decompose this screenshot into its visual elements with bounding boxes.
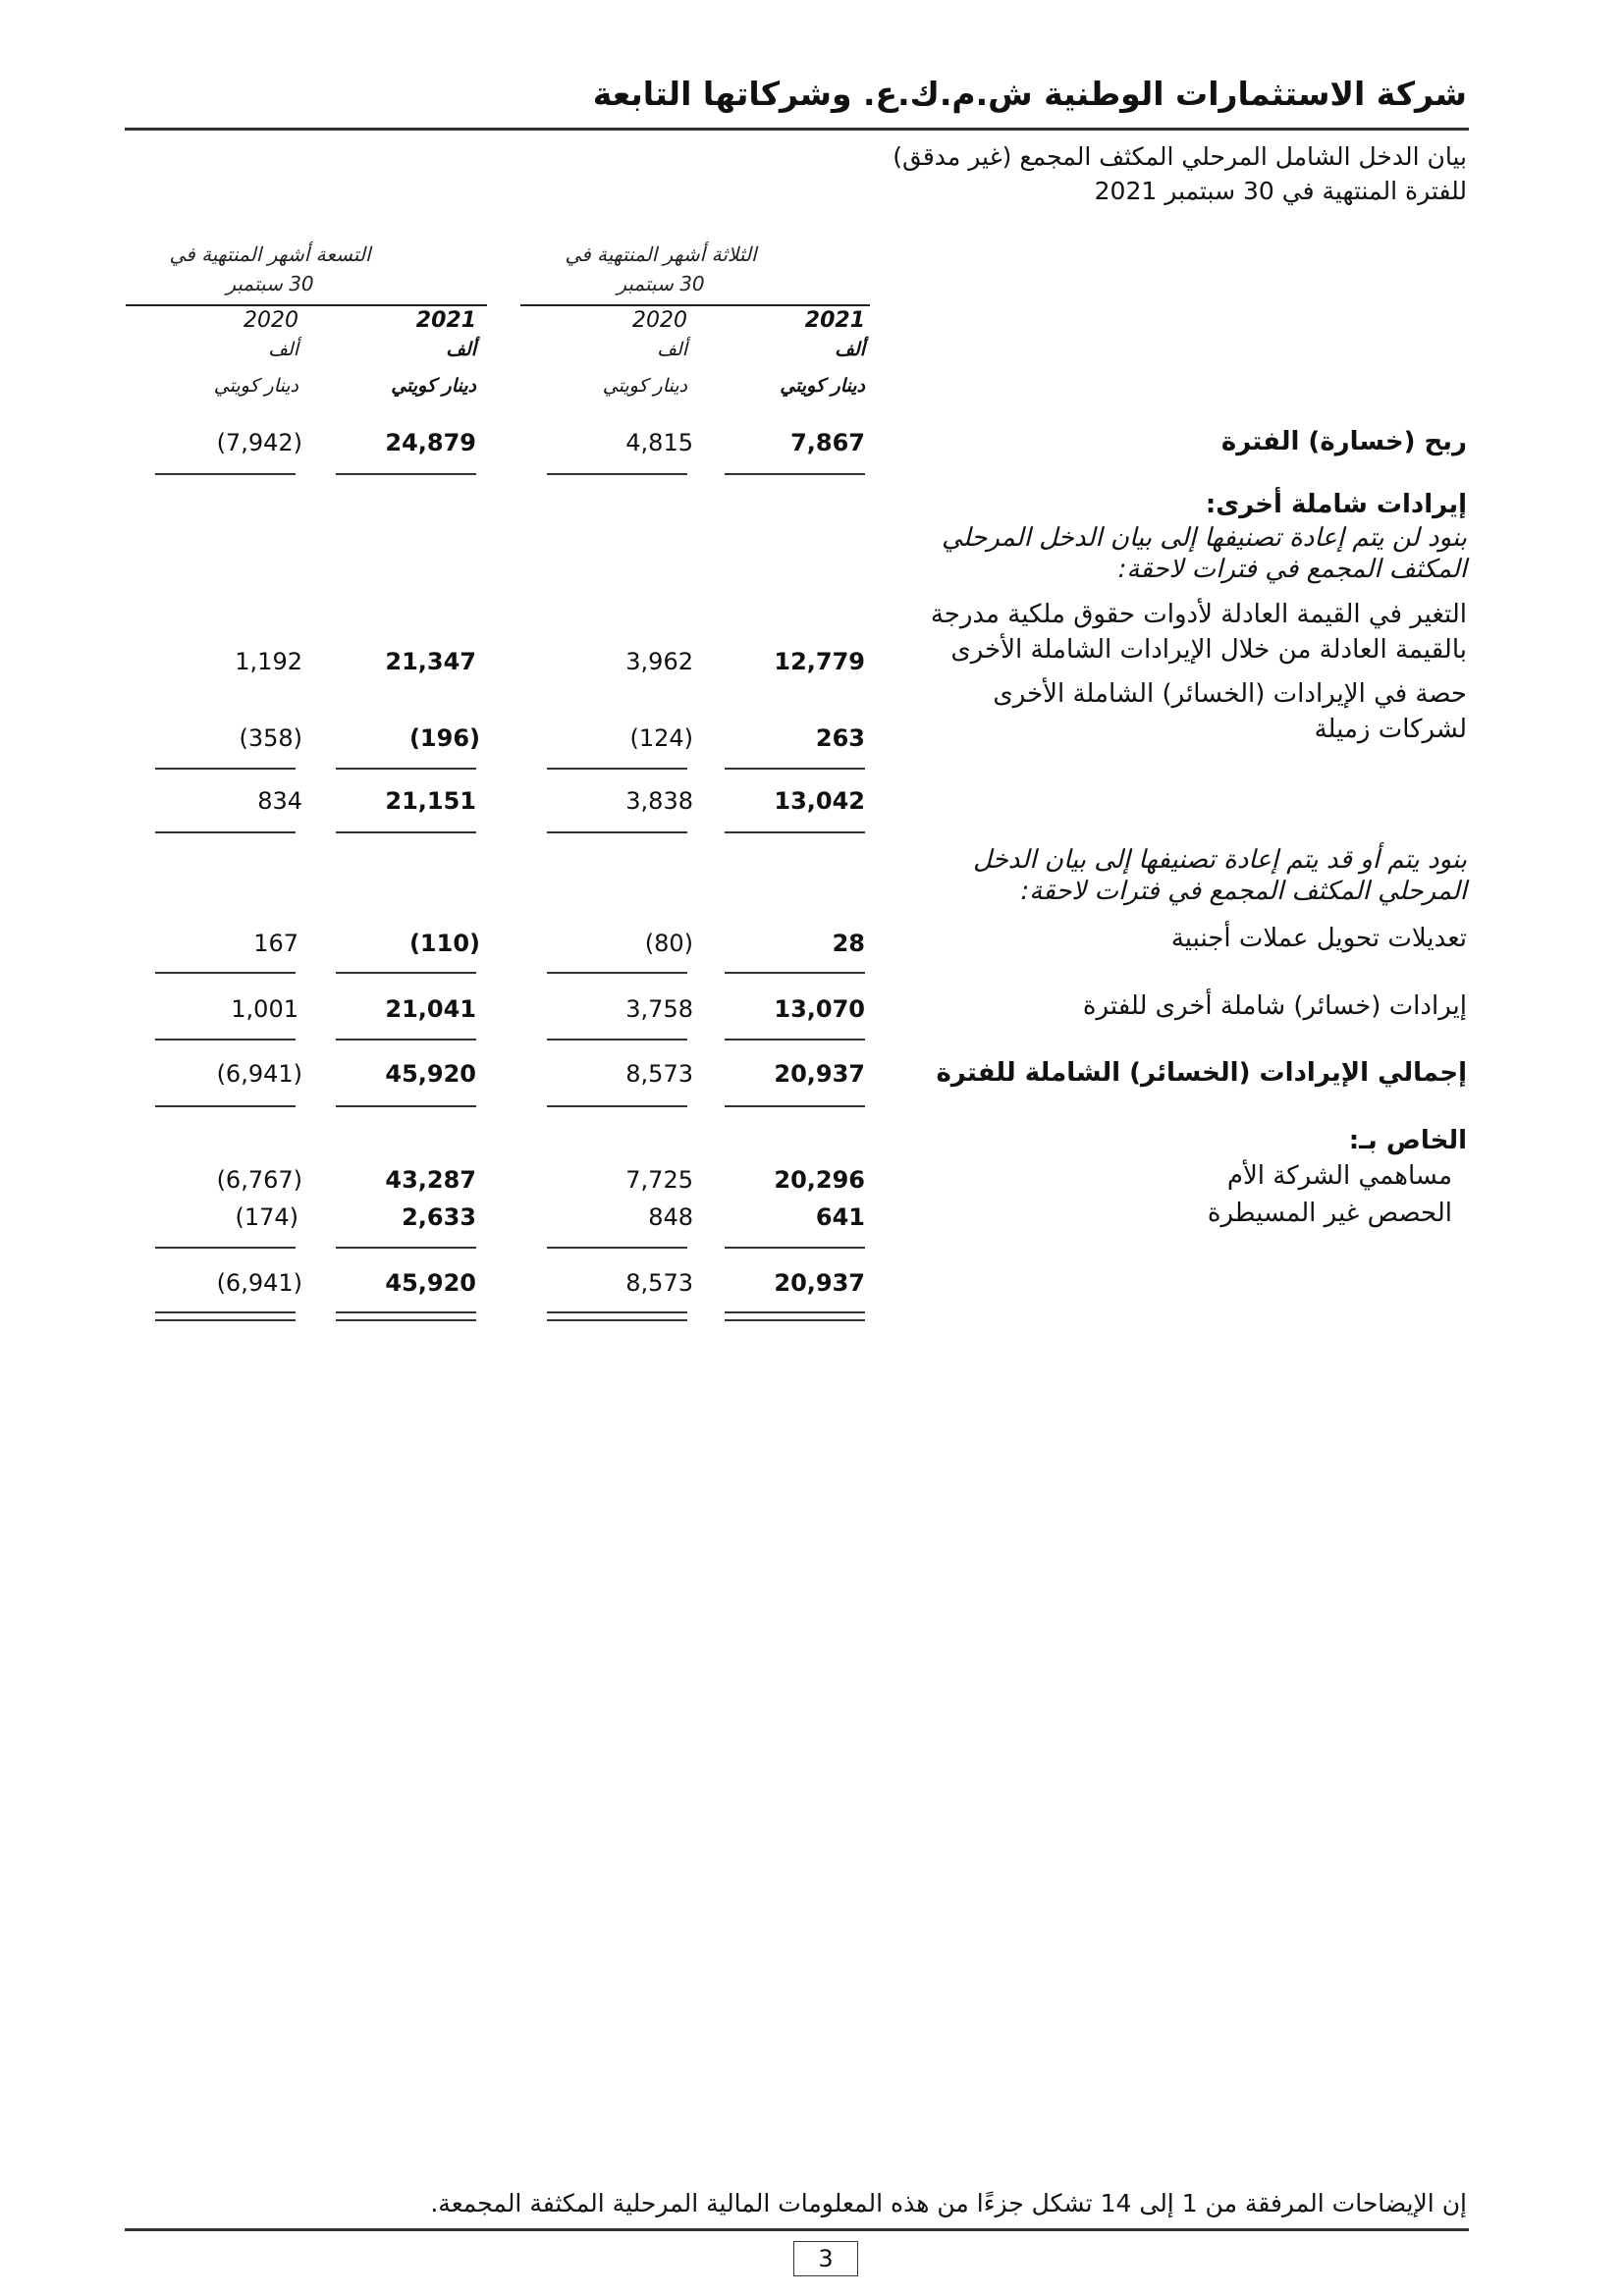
- row-total-ci-9m-2020: (6,941): [216, 1060, 302, 1088]
- double-rule: [547, 1311, 687, 1321]
- row-nci-3m-2020: 848: [648, 1203, 693, 1231]
- rule: [725, 972, 865, 974]
- row-subtotal1-3m-2020: 3,838: [625, 787, 693, 815]
- not-reclass-heading: بنود لن يتم إعادة تصنيفها إلى بيان الدخل المرحلي المكثف المجمع في فترات لاحقة:: [941, 523, 1467, 584]
- rule: [155, 972, 296, 974]
- rule: [155, 1247, 296, 1249]
- double-rule: [725, 1311, 865, 1321]
- rule: [725, 1039, 865, 1041]
- col-group-nine-rule: [126, 304, 487, 306]
- may-reclass-heading: بنود يتم أو قد يتم إعادة تصنيفها إلى بيان الدخل المرحلي المكثف المجمع في فترات لاحقة:: [973, 845, 1467, 906]
- row-parent-label: مساهمي الشركة الأم: [1226, 1161, 1452, 1191]
- row-nci-9m-2020: (174): [235, 1203, 298, 1231]
- col-3m-2020-year: 2020: [632, 308, 687, 333]
- rule: [547, 972, 687, 974]
- col-3m-2021-year: 2021: [804, 308, 865, 333]
- row-associates-9m-2021: (196): [408, 724, 480, 752]
- row-profit-label: ربح (خسارة) الفترة: [1220, 427, 1467, 456]
- oci-heading: إيرادات شاملة أخرى:: [1205, 490, 1467, 519]
- footer-note: إن الإيضاحات المرفقة من 1 إلى 14 تشكل جزءًا من هذه المعلومات المالية المرحلية المكثفة المجمعة.: [430, 2189, 1467, 2217]
- rule: [725, 768, 865, 770]
- row-profit-9m-2021: 24,879: [385, 429, 476, 456]
- row-fx-9m-2020: 167: [253, 930, 298, 957]
- col-group-nine-label: التسعة أشهر المنتهية في: [169, 242, 371, 266]
- rule: [547, 831, 687, 833]
- row-fx-3m-2021: 28: [832, 930, 865, 957]
- col-3m-2020-currency: دينار كويتي: [602, 375, 687, 397]
- rule: [725, 1105, 865, 1107]
- row-associates-3m-2021: 263: [815, 724, 865, 752]
- rule: [155, 1105, 296, 1107]
- row-fx-label: تعديلات تحويل عملات أجنبية: [1170, 924, 1467, 953]
- statement-period: للفترة المنتهية في 30 سبتمبر 2021: [1094, 177, 1467, 205]
- rule: [725, 831, 865, 833]
- col-9m-2020-year: 2020: [244, 308, 298, 333]
- double-rule: [155, 1311, 296, 1321]
- row-final-9m-2020: (6,941): [216, 1269, 302, 1297]
- row-nci-9m-2021: 2,633: [402, 1203, 476, 1231]
- header-rule: [125, 128, 1469, 131]
- row-profit-9m-2020: (7,942): [216, 429, 302, 456]
- row-fv-change-3m-2020: 3,962: [625, 648, 693, 675]
- rule: [547, 1105, 687, 1107]
- row-subtotal1-3m-2021: 13,042: [774, 787, 865, 815]
- statement-title: بيان الدخل الشامل المرحلي المكثف المجمع (غير مدقق): [893, 142, 1467, 171]
- col-9m-2021-currency: دينار كويتي: [391, 375, 476, 397]
- row-oci-total-3m-2021: 13,070: [774, 995, 865, 1023]
- col-9m-2021-year: 2021: [415, 308, 476, 333]
- col-group-three-rule: [520, 304, 870, 306]
- col-9m-2021-unit: ألف: [446, 339, 476, 360]
- company-name: شركة الاستثمارات الوطنية ش.م.ك.ع. وشركاتها التابعة: [592, 75, 1467, 113]
- col-group-nine-months: [128, 240, 412, 298]
- row-fx-3m-2020: (80): [644, 930, 693, 957]
- row-fv-change-3m-2021: 12,779: [774, 648, 865, 675]
- row-oci-total-9m-2020: 1,001: [231, 995, 298, 1023]
- col-9m-2020-unit: ألف: [268, 339, 298, 360]
- rule: [155, 831, 296, 833]
- col-3m-2021-currency: دينار كويتي: [780, 375, 865, 397]
- row-total-ci-3m-2021: 20,937: [774, 1060, 865, 1088]
- col-3m-2021-unit: ألف: [835, 339, 865, 360]
- row-fx-9m-2021: (110): [408, 930, 480, 957]
- row-oci-total-9m-2021: 21,041: [385, 995, 476, 1023]
- row-oci-total-3m-2020: 3,758: [625, 995, 693, 1023]
- row-total-ci-label: إجمالي الإيرادات (الخسائر) الشاملة للفترة: [936, 1058, 1467, 1088]
- row-parent-9m-2021: 43,287: [385, 1166, 476, 1194]
- attributable-heading: الخاص بـ:: [1348, 1126, 1467, 1155]
- footer-rule: [125, 2228, 1469, 2231]
- rule: [547, 473, 687, 475]
- row-final-3m-2020: 8,573: [625, 1269, 693, 1297]
- row-parent-3m-2021: 20,296: [774, 1166, 865, 1194]
- row-associates-label: حصة في الإيرادات (الخسائر) الشاملة الأخرى لشركات زميلة: [993, 679, 1467, 744]
- row-fv-change-label: التغير في القيمة العادلة لأدوات حقوق ملكية مدرجة بالقيمة العادلة من خلال الإيرادات الشاملة الأخرى: [930, 600, 1467, 665]
- page-number: 3: [793, 2241, 858, 2276]
- row-subtotal1-9m-2021: 21,151: [385, 787, 476, 815]
- rule: [155, 768, 296, 770]
- row-nci-label: الحصص غير المسيطرة: [1207, 1199, 1452, 1228]
- col-group-three-sub: 30 سبتمبر: [617, 272, 705, 295]
- rule: [155, 473, 296, 475]
- rule: [336, 473, 476, 475]
- row-oci-total-label: إيرادات (خسائر) شاملة أخرى للفترة: [1082, 991, 1467, 1021]
- rule: [336, 1105, 476, 1107]
- row-parent-9m-2020: (6,767): [216, 1166, 302, 1194]
- row-subtotal1-9m-2020: 834: [257, 787, 302, 815]
- row-fv-change-9m-2021: 21,347: [385, 648, 476, 675]
- rule: [336, 1247, 476, 1249]
- rule: [725, 1247, 865, 1249]
- col-9m-2020-currency: دينار كويتي: [213, 375, 298, 397]
- row-associates-3m-2020: (124): [629, 724, 693, 752]
- rule: [547, 768, 687, 770]
- rule: [547, 1039, 687, 1041]
- rule: [155, 1039, 296, 1041]
- row-profit-3m-2020: 4,815: [625, 429, 693, 456]
- col-group-nine-sub: 30 سبتمبر: [226, 272, 314, 295]
- row-total-ci-3m-2020: 8,573: [625, 1060, 693, 1088]
- row-final-3m-2021: 20,937: [774, 1269, 865, 1297]
- row-fv-change-9m-2020: 1,192: [235, 648, 302, 675]
- row-nci-3m-2021: 641: [815, 1203, 865, 1231]
- rule: [336, 831, 476, 833]
- rule: [725, 473, 865, 475]
- double-rule: [336, 1311, 476, 1321]
- col-group-three-label: الثلاثة أشهر المنتهية في: [565, 242, 757, 266]
- row-total-ci-9m-2021: 45,920: [385, 1060, 476, 1088]
- col-group-three-months: [518, 240, 803, 298]
- row-associates-9m-2020: (358): [239, 724, 302, 752]
- col-3m-2020-unit: ألف: [657, 339, 687, 360]
- row-parent-3m-2020: 7,725: [625, 1166, 693, 1194]
- row-final-9m-2021: 45,920: [385, 1269, 476, 1297]
- row-profit-3m-2021: 7,867: [790, 429, 865, 456]
- rule: [547, 1247, 687, 1249]
- rule: [336, 1039, 476, 1041]
- rule: [336, 768, 476, 770]
- rule: [336, 972, 476, 974]
